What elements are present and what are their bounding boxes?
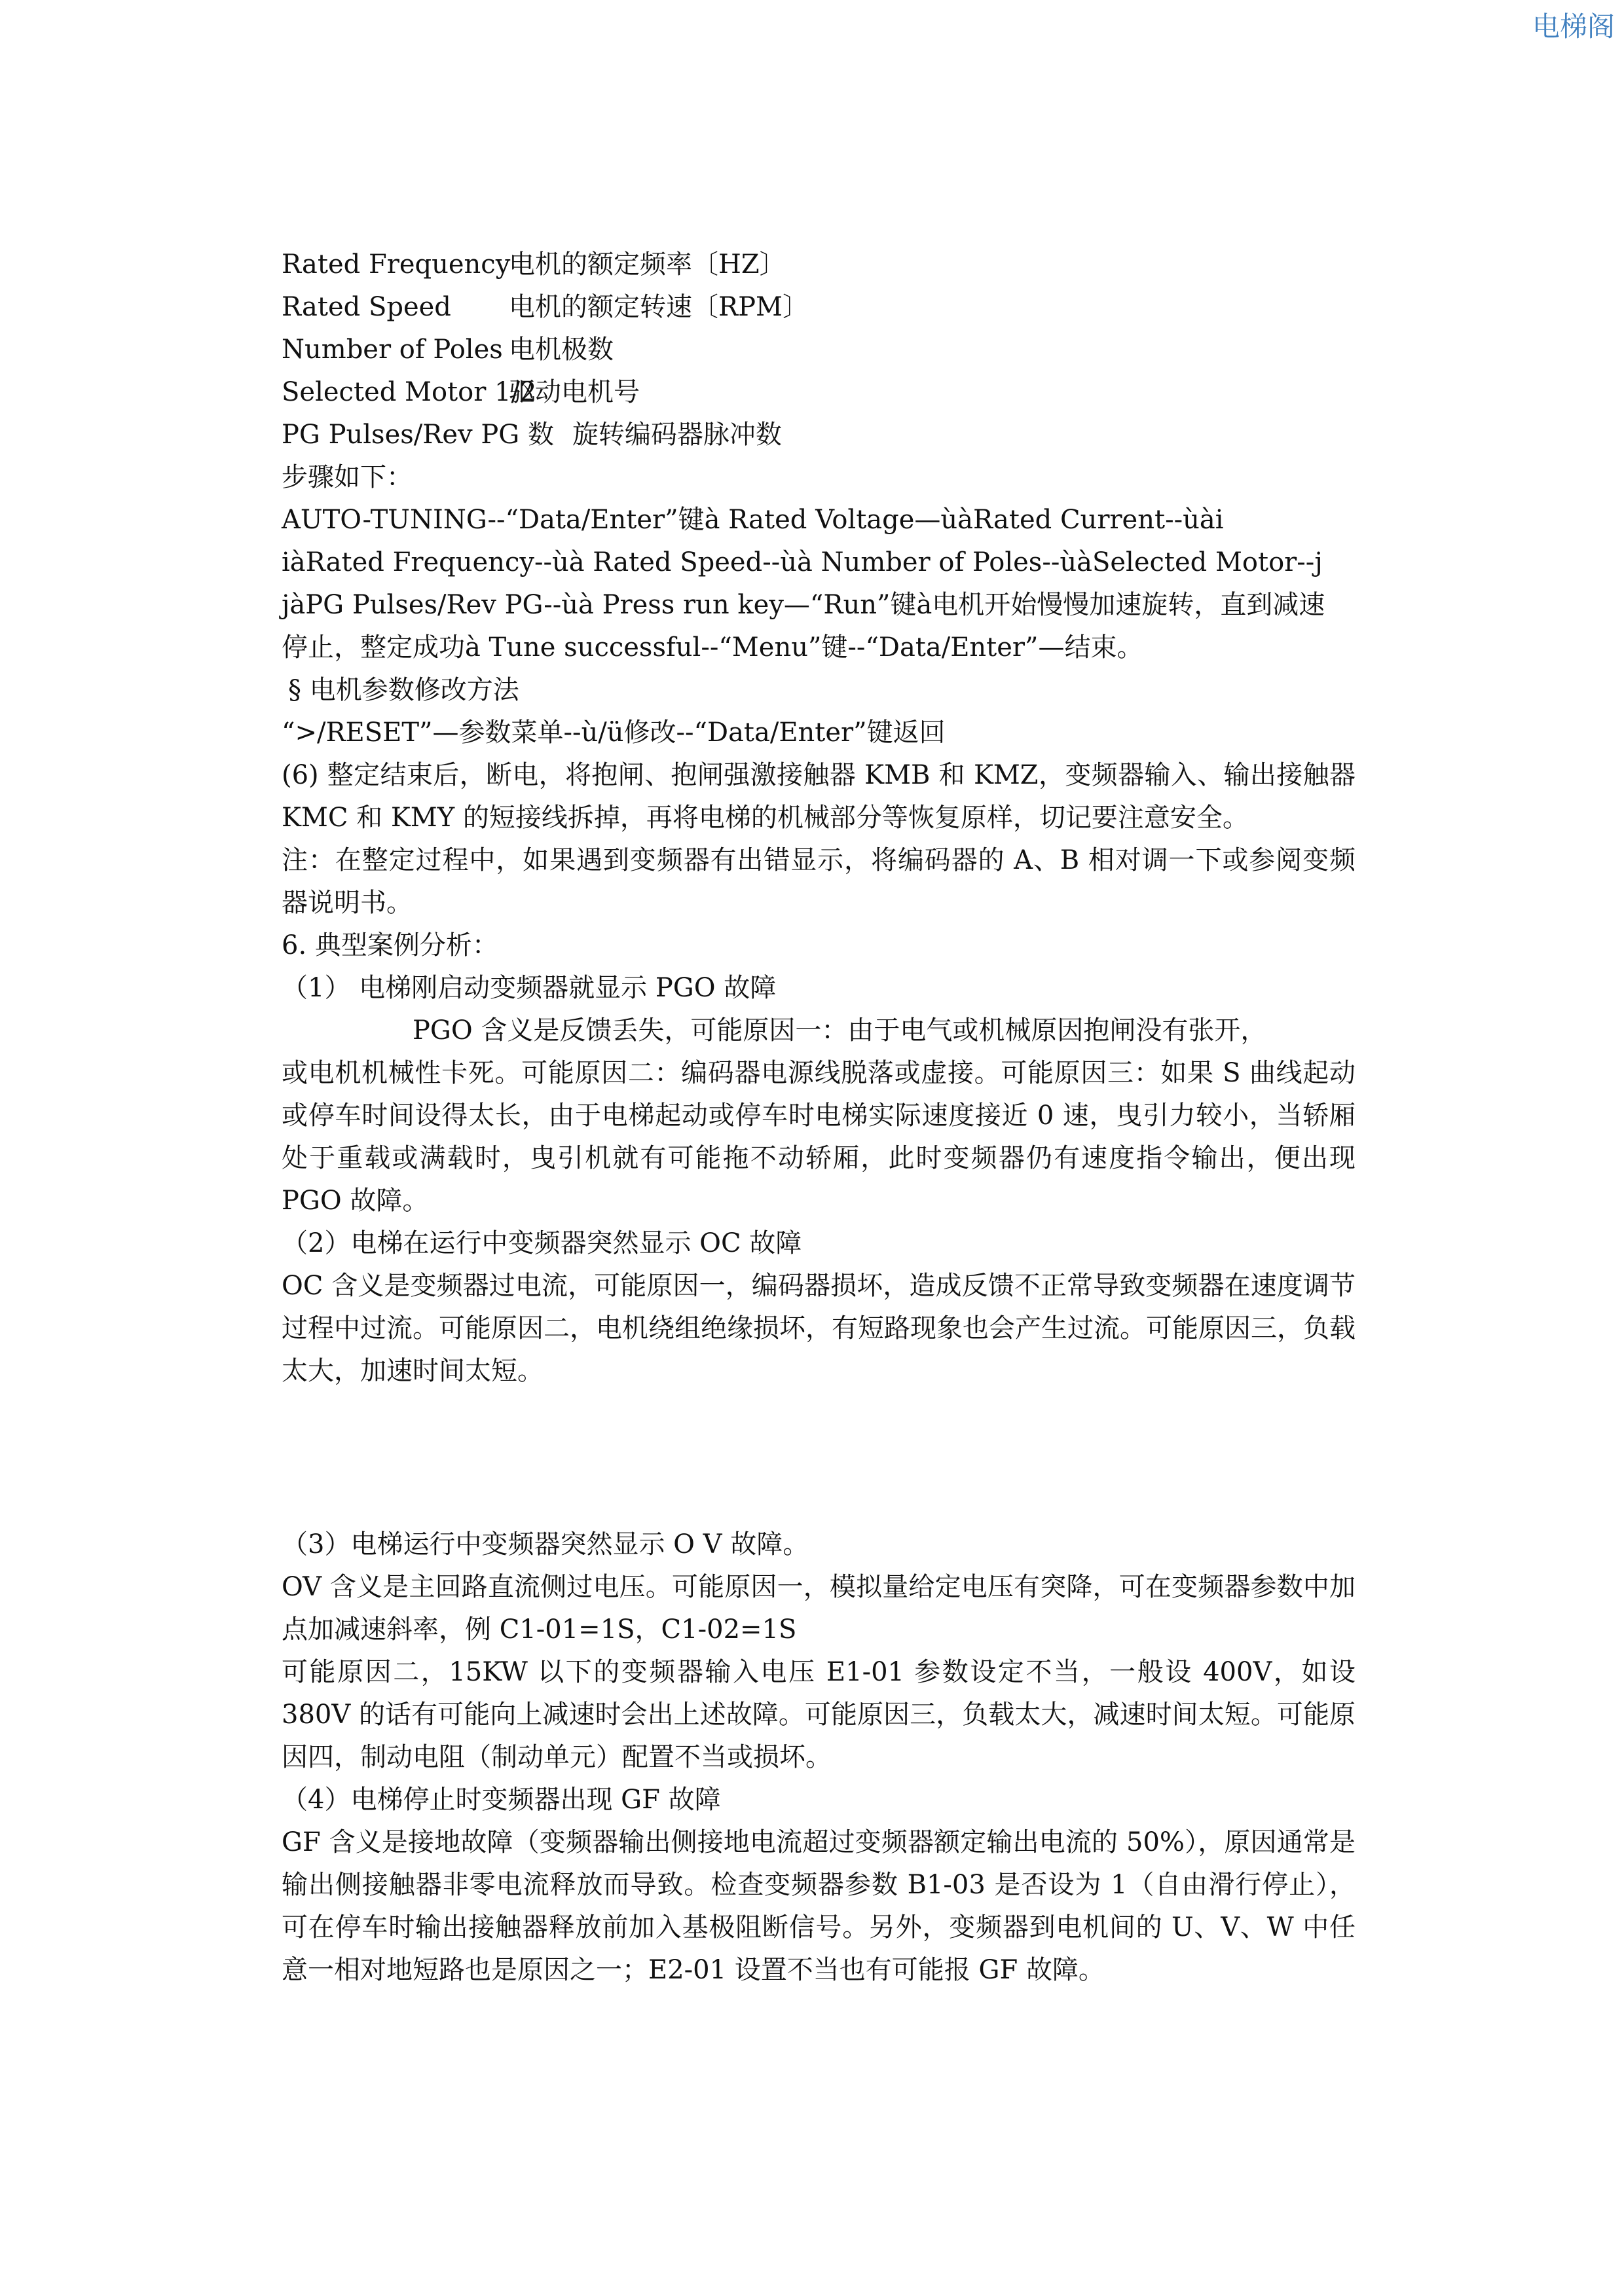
steps-title: 步骤如下： — [282, 462, 413, 492]
paragraph-6: (6) 整定结束后，断电，将抱闸、抱闸强激接触器 KMB 和 KMZ，变频器输入、输出接触器 KMC 和 KMY 的短接线拆掉，再将电梯的机械部分等恢复原样，切记要注意安全。 — [282, 760, 1356, 833]
brand-logo-text: 电梯阁 — [1532, 10, 1615, 43]
case-section-title: 6. 典型案例分析： — [282, 930, 498, 960]
case-4-title: （4）电梯停止时变频器出现 GF 故障 — [282, 1785, 721, 1815]
param-row — [282, 414, 1356, 456]
case-3-body-continued: 可能原因二，15KW 以下的变频器输入电压 E1-01 参数设定不当，一般设 400V，如设 380V 的话有可能向上减速时会出上述故障。可能原因三，负载太大，减速时间太短。可能原因四，制动电阻（制动单元）配置不当或损坏。 — [282, 1657, 1356, 1772]
param-desc: 电机的额定频率〔HZ〕 — [509, 249, 786, 280]
param-name: PG Pulses/Rev PG 数 — [282, 420, 554, 450]
param-desc: 电机的额定转速〔RPM〕 — [509, 292, 809, 322]
param-desc: 电机极数 — [509, 335, 614, 365]
case-1-title: （1） 电梯刚启动变频器就显示 PGO 故障 — [282, 973, 777, 1003]
param-name: Rated Frequency — [282, 249, 511, 280]
param-desc: 驱动电机号 — [509, 377, 640, 407]
param-row — [282, 244, 1356, 286]
spacer — [282, 1393, 1356, 1523]
case-2-title: （2）电梯在运行中变频器突然显示 OC 故障 — [282, 1228, 802, 1258]
step-line: iàRated Frequency--ùà Rated Speed--ùà Number of Poles--ùàSelected Motor--j — [282, 547, 1323, 577]
document-body — [282, 244, 1356, 1992]
step-line: jàPG Pulses/Rev PG--ùà Press run key—“Run”键à电机开始慢慢加速旋转，直到减速 — [282, 590, 1325, 620]
param-name: Selected Motor 1/2 — [282, 377, 537, 407]
case-2-body: OC 含义是变频器过电流，可能原因一，编码器损坏，造成反馈不正常导致变频器在速度调节过程中过流。可能原因二，电机绕组绝缘损坏，有短路现象也会产生过流。可能原因三，负载太大，加速时间太短。 — [282, 1271, 1356, 1386]
param-desc: 旋转编码器脉冲数 — [572, 420, 782, 450]
case-3-body: OV 含义是主回路直流侧过电压。可能原因一，模拟量给定电压有突降，可在变频器参数中加点加减速斜率，例 C1-01=1S，C1-02=1S — [282, 1572, 1356, 1645]
case-4-body: GF 含义是接地故障（变频器输出侧接地电流超过变频器额定输出电流的 50%），原因通常是输出侧接触器非零电流释放而导致。检查变频器参数 B1-03 是否设为 1（自由滑行停止），可在停车时输出接触器释放前加入基极阻断信号。另外，变频器到电机间的 U、V、W 中任意一相对地短路也是原因之一；E2-01 设置不当也有可能报 GF 故障。 — [282, 1827, 1356, 1985]
note-paragraph: 注：在整定过程中，如果遇到变频器有出错显示，将编码器的 A、B 相对调一下或参阅变频器说明书。 — [282, 845, 1356, 918]
case-1-first-line: PGO 含义是反馈丢失，可能原因一：由于电气或机械原因抱闸没有张开， — [413, 1015, 1267, 1046]
step-line: AUTO-TUNING--“Data/Enter”键à Rated Voltage—ùàRated Current--ùài — [282, 505, 1224, 535]
case-3-title: （3）电梯运行中变频器突然显示 O V 故障。 — [282, 1529, 809, 1559]
step-line: 停止，整定成功à Tune successful--“Menu”键--“Data/Enter”—结束。 — [282, 632, 1143, 663]
section-heading: § 电机参数修改方法 — [288, 675, 519, 705]
param-row — [282, 329, 1356, 371]
param-row — [282, 286, 1356, 329]
param-name: Number of Poles — [282, 335, 503, 365]
param-name: Rated Speed — [282, 292, 451, 322]
reset-instruction: “>/RESET”—参数菜单--ù/ü修改--“Data/Enter”键返回 — [282, 718, 946, 748]
param-row — [282, 371, 1356, 414]
case-1-body: 或电机机械性卡死。可能原因二：编码器电源线脱落或虚接。可能原因三：如果 S 曲线起动或停车时间设得太长，由于电梯起动或停车时电梯实际速度接近 0 速，曳引力较小，当轿厢处于重载或满载时，曳引机就有可能拖不动轿厢，此时变频器仍有速度指令输出，便出现 PGO 故障。 — [282, 1058, 1356, 1216]
